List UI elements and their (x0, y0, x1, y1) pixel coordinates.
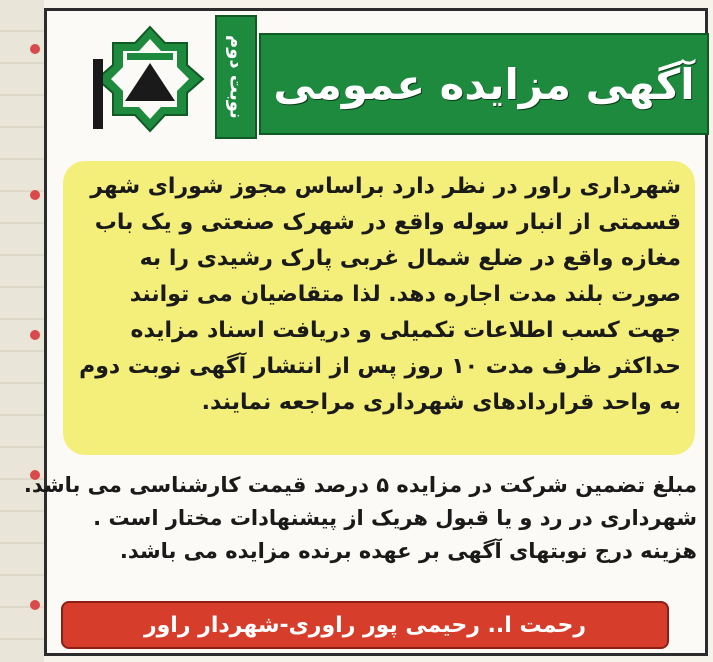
body-line: مغازه واقع در ضلع شمال غربی پارک رشیدی را به (139, 246, 681, 271)
ad-body (63, 161, 695, 455)
signature-bar (61, 601, 669, 649)
body-line: به واحد قراردادهای شهرداری مراجعه نمایند. (201, 390, 681, 415)
ad-title: آگهی مزایده عمومی (273, 59, 695, 109)
note-line: هزینه درج نوبتهای آگهی بر عهده برنده مزایده می باشد. (119, 539, 697, 563)
body-line: صورت بلند مدت اجاره دهد. لذا متقاضیان می توانند (129, 282, 681, 307)
bullet-icon (30, 44, 40, 54)
signature: رحمت ا.. رحیمی پور راوری-شهردار راور (143, 612, 587, 638)
bullet-icon (30, 600, 40, 610)
body-line: جهت کسب اطلاعات تکمیلی و دریافت اسناد مزایده (130, 318, 681, 343)
auction-ad (23, 8, 708, 656)
bullet-icon (30, 190, 40, 200)
round-badge (215, 15, 257, 139)
body-line: شهرداری راور در نظر دارد براساس مجوز شورای شهر (90, 174, 681, 199)
ad-notes (23, 469, 697, 568)
body-line: قسمتی از انبار سوله واقع در شهرک صنعتی و یک باب (94, 210, 681, 235)
note-line: مبلغ تضمین شرکت در مزایده ۵ درصد قیمت کارشناسی می باشد. (23, 473, 697, 497)
note-line: شهرداری در رد و یا قبول هریک از پیشنهادات مختار است . (93, 506, 697, 530)
ad-header (47, 11, 705, 139)
body-line: حداکثر ظرف مدت ۱۰ روز پس از انتشار آگهی نوبت دوم (79, 354, 681, 379)
adjacent-column-strip (0, 0, 44, 662)
round-label: نوبت دوم (225, 35, 247, 119)
municipality-logo (91, 23, 209, 135)
bullet-icon (30, 330, 40, 340)
title-bar (259, 33, 709, 135)
